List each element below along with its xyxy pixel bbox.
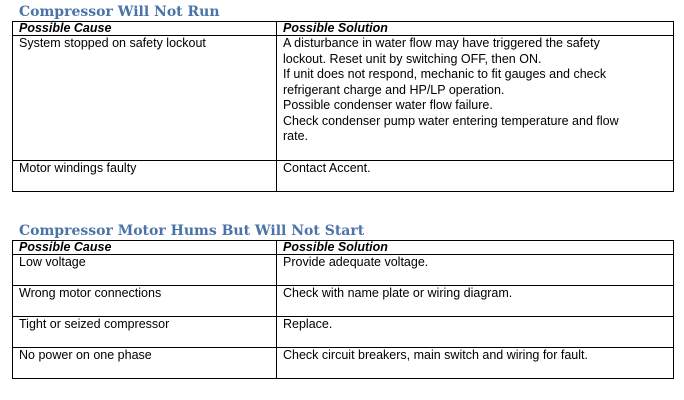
solution-cell	[277, 36, 674, 161]
section-title: Compressor Motor Hums But Will Not Start	[19, 223, 365, 239]
solution-line: refrigerant charge and HP/LP operation.	[283, 82, 505, 97]
solution-line: Replace.	[283, 317, 333, 331]
solution-cell	[277, 161, 674, 192]
cause-cell: Motor windings faulty	[13, 161, 277, 192]
solution-cell	[277, 348, 674, 379]
cause-cell: Tight or seized compressor	[13, 317, 277, 348]
solution-cell	[277, 317, 674, 348]
solution-line: Provide adequate voltage.	[283, 255, 429, 269]
table-row	[13, 317, 674, 348]
table-row	[13, 255, 674, 286]
column-header-possible-solution: Possible Solution	[277, 241, 674, 255]
troubleshooting-table-compressor-will-not-run	[12, 21, 674, 192]
solution-line: Contact Accent.	[283, 161, 371, 175]
section-title: Compressor Will Not Run	[19, 4, 220, 20]
solution-line: Possible condenser water flow failure.	[283, 98, 493, 112]
column-header-possible-solution: Possible Solution	[277, 22, 674, 36]
cause-cell: Wrong motor connections	[13, 286, 277, 317]
solution-line: rate.	[283, 129, 309, 143]
column-header-possible-cause: Possible Cause	[13, 241, 277, 255]
solution-line: Check circuit breakers, main switch and wiring for fault.	[283, 348, 588, 362]
table-row	[13, 36, 674, 161]
solution-line: lockout. Reset unit by switching OFF, then ON.	[283, 51, 542, 66]
table-header-row	[13, 241, 674, 255]
cause-cell: Low voltage	[13, 255, 277, 286]
solution-line: Check with name plate or wiring diagram.	[283, 286, 513, 300]
table-row	[13, 286, 674, 317]
solution-cell	[277, 286, 674, 317]
solution-line: If unit does not respond, mechanic to fit gauges and check	[283, 67, 607, 81]
cause-cell: No power on one phase	[13, 348, 277, 379]
troubleshooting-table-compressor-motor-hums	[12, 240, 674, 379]
table-row	[13, 161, 674, 192]
column-header-possible-cause: Possible Cause	[13, 22, 277, 36]
solution-line: Check condenser pump water entering temperature and flow	[283, 113, 619, 128]
cause-cell: System stopped on safety lockout	[13, 36, 277, 161]
table-header-row	[13, 22, 674, 36]
solution-line: A disturbance in water flow may have triggered the safety	[283, 36, 600, 50]
table-row	[13, 348, 674, 379]
solution-cell	[277, 255, 674, 286]
